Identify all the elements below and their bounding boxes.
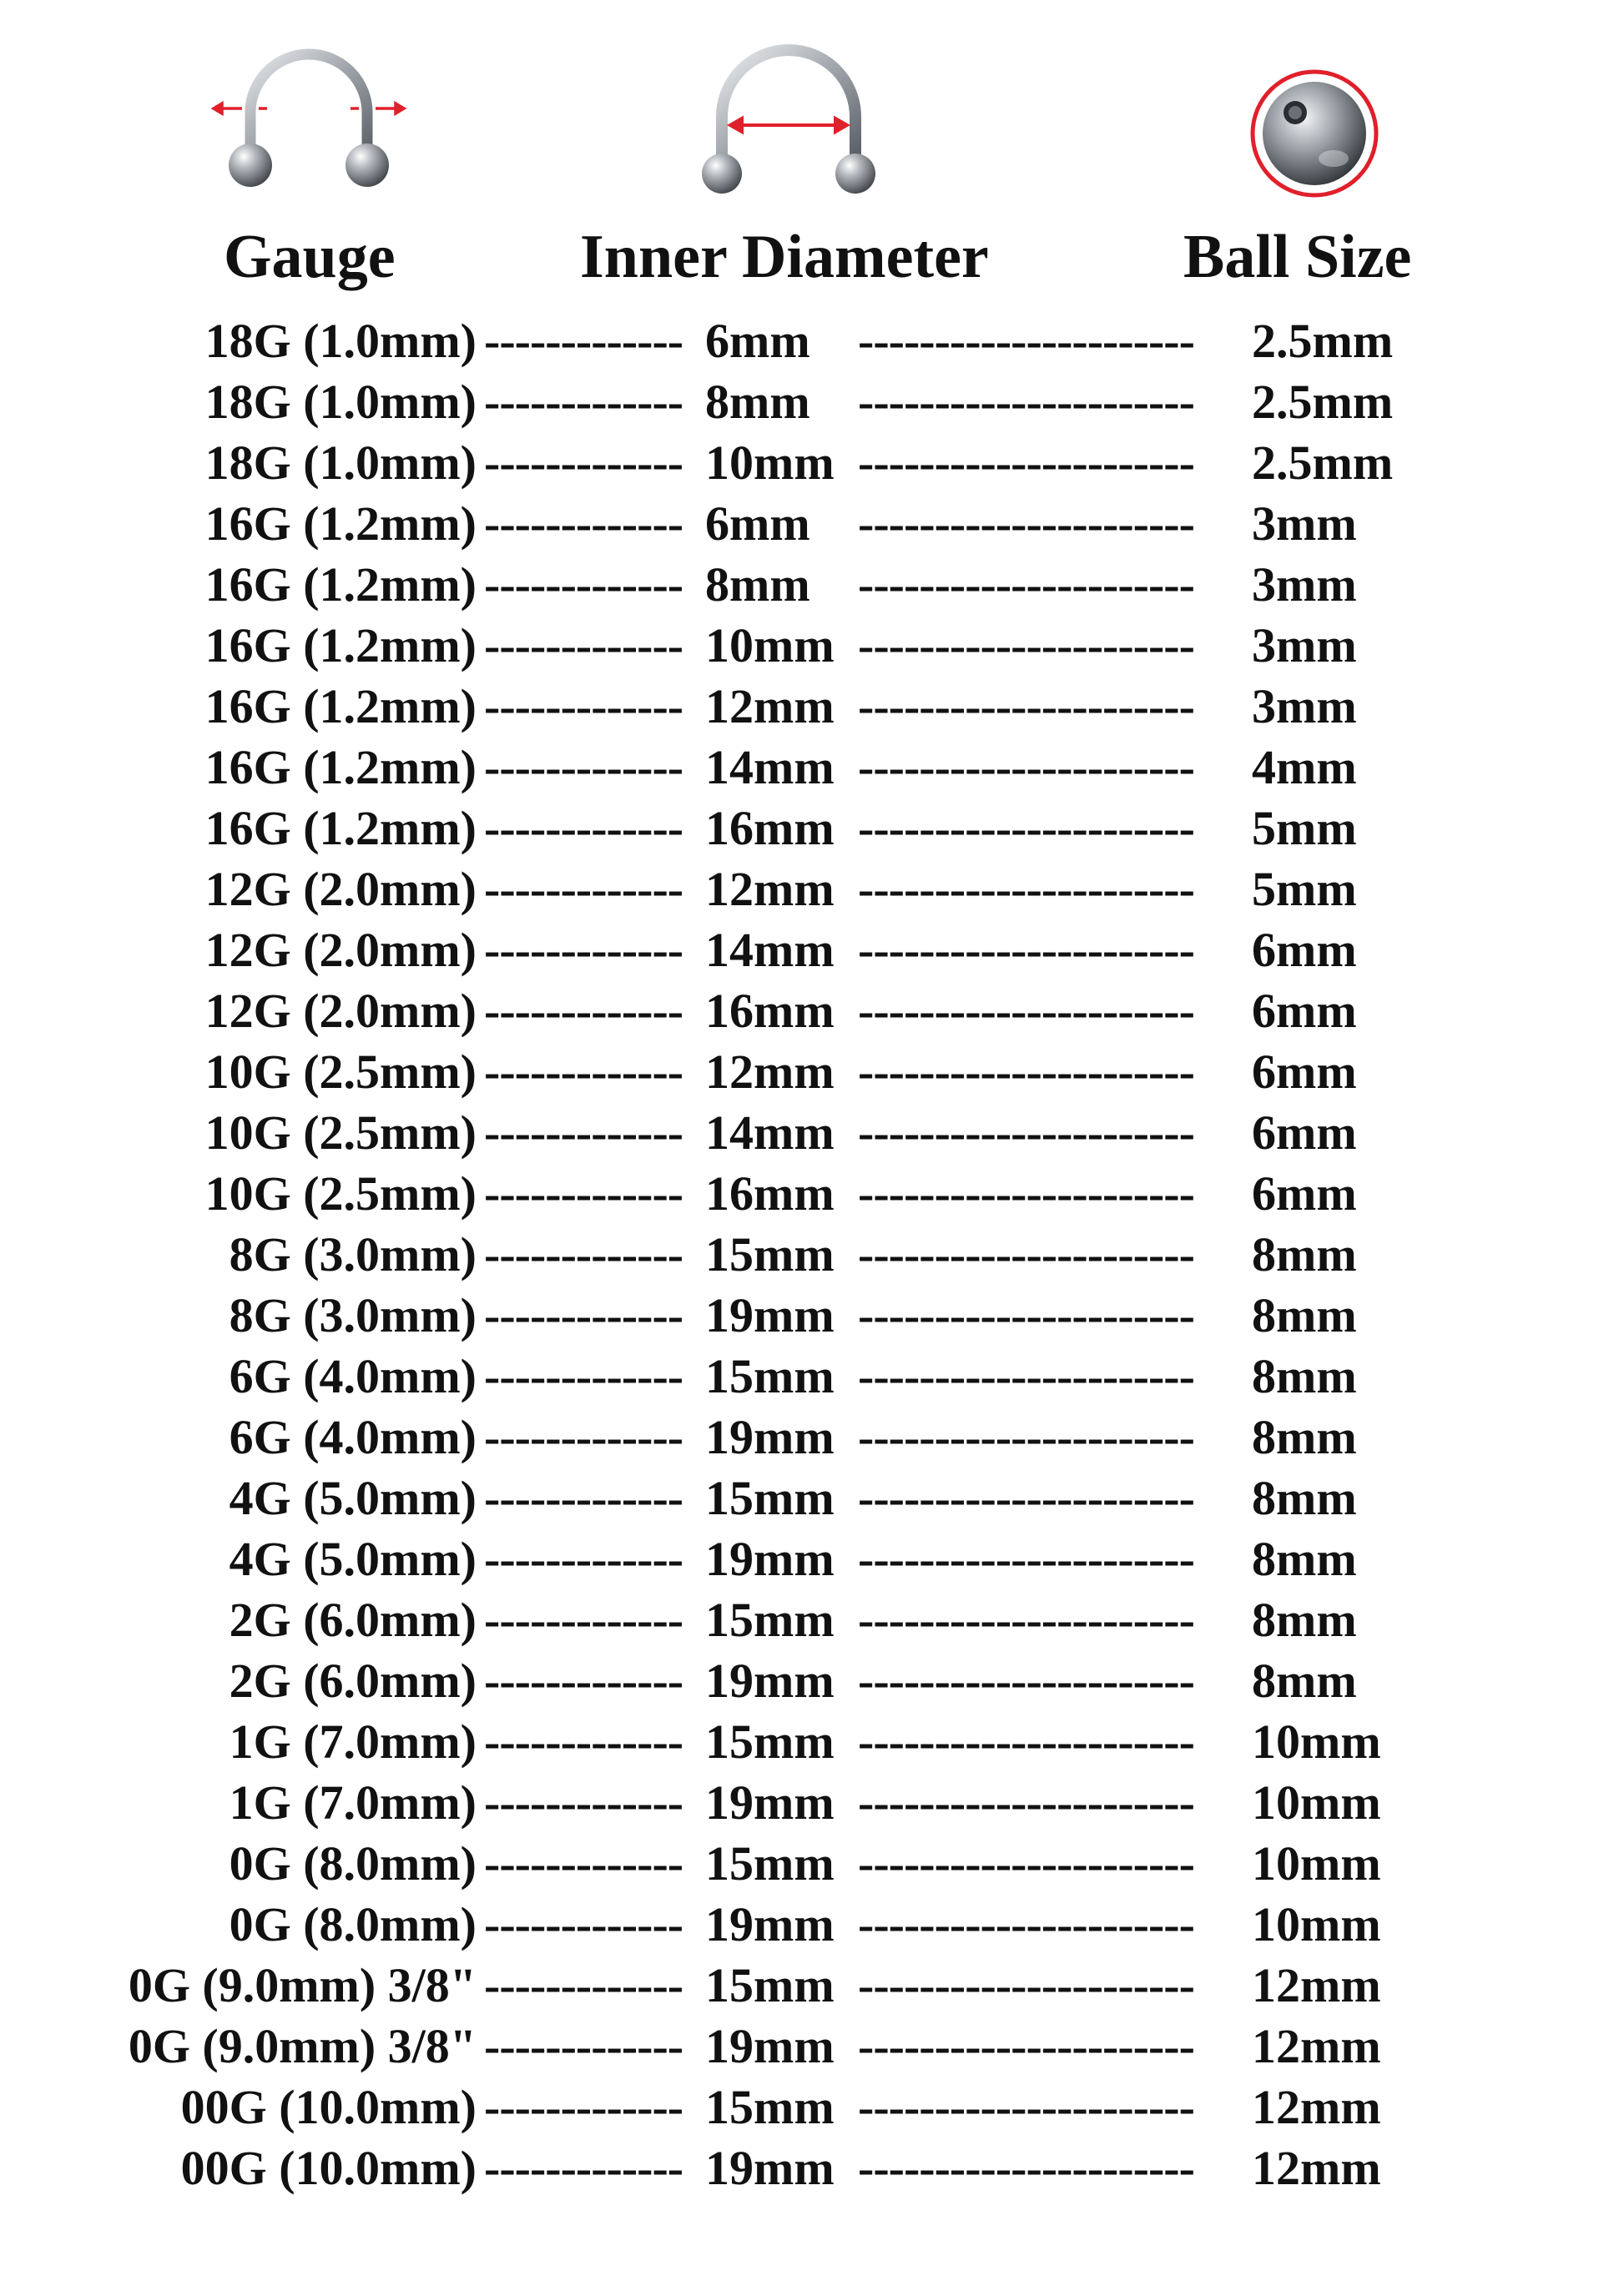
separator-dashes: ---------------------- (858, 1105, 1194, 1160)
ball-size-value: 8mm (1252, 1654, 1357, 1708)
gauge-value: 16G (1.2mm) (204, 679, 477, 733)
ball-size-value: 2.5mm (1252, 436, 1394, 490)
separator-dashes: ------------- (484, 375, 683, 429)
separator-dashes: ---------------------- (858, 1897, 1194, 1951)
ball-size-value: 12mm (1252, 2019, 1381, 2073)
gauge-value: 18G (1.0mm) (204, 436, 477, 490)
separator-dashes: ---------------------- (858, 923, 1194, 977)
ball-size-value: 2.5mm (1252, 375, 1394, 429)
separator-dashes: ------------- (484, 436, 683, 490)
inner-diameter-value: 19mm (705, 1288, 835, 1342)
separator-dashes: ---------------------- (858, 1836, 1194, 1891)
inner-diameter-value: 15mm (705, 1836, 835, 1891)
separator-dashes: ------------- (484, 1288, 683, 1342)
separator-dashes: ---------------------- (858, 1775, 1194, 1830)
separator-dashes: ------------- (484, 801, 683, 855)
horseshoe-ring-inner-diameter-arrow-icon (697, 33, 880, 200)
inner-diameter-value: 19mm (705, 1410, 835, 1464)
table-row (0, 1589, 1624, 1650)
table-row (0, 676, 1624, 737)
inner-diameter-value: 6mm (705, 314, 810, 368)
table-row (0, 554, 1624, 615)
ball-size-value: 10mm (1252, 1775, 1381, 1830)
gauge-value: 6G (4.0mm) (229, 1349, 477, 1403)
gauge-value: 00G (10.0mm) (180, 2080, 477, 2134)
inner-diameter-value: 19mm (705, 1897, 835, 1951)
inner-diameter-value: 14mm (705, 923, 835, 977)
separator-dashes: ------------- (484, 314, 683, 368)
ball-size-value: 8mm (1252, 1227, 1357, 1281)
ball-size-value: 6mm (1252, 923, 1357, 977)
gauge-value: 2G (6.0mm) (229, 1654, 477, 1708)
ball-size-value: 6mm (1252, 1045, 1357, 1099)
separator-dashes: ------------- (484, 2019, 683, 2073)
steel-ball-icon (1243, 67, 1385, 200)
separator-dashes: ---------------------- (858, 314, 1194, 368)
separator-dashes: ---------------------- (858, 557, 1194, 612)
inner-diameter-value: 19mm (705, 2019, 835, 2073)
inner-diameter-value: 16mm (705, 801, 835, 855)
table-row (0, 858, 1624, 919)
ball-size-value: 2.5mm (1252, 314, 1394, 368)
gauge-value: 8G (3.0mm) (229, 1288, 477, 1342)
inner-diameter-value: 15mm (705, 1593, 835, 1647)
separator-dashes: ---------------------- (858, 436, 1194, 490)
ball-size-value: 8mm (1252, 1593, 1357, 1647)
inner-diameter-value: 12mm (705, 679, 835, 733)
table-row (0, 1955, 1624, 2016)
ball-size-value: 3mm (1252, 618, 1357, 672)
separator-dashes: ------------- (484, 1105, 683, 1160)
gauge-value: 10G (2.5mm) (204, 1105, 477, 1160)
ball-size-header: Ball Size (1183, 223, 1412, 291)
ball-size-value: 8mm (1252, 1288, 1357, 1342)
separator-dashes: ------------- (484, 984, 683, 1038)
separator-dashes: ---------------------- (858, 679, 1194, 733)
gauge-value: 8G (3.0mm) (229, 1227, 477, 1281)
separator-dashes: ---------------------- (858, 1958, 1194, 2012)
separator-dashes: ------------- (484, 1836, 683, 1891)
table-row (0, 493, 1624, 554)
inner-diameter-value: 15mm (705, 1958, 835, 2012)
gauge-value: 2G (6.0mm) (229, 1593, 477, 1647)
separator-dashes: ------------- (484, 1897, 683, 1951)
ball-size-value: 4mm (1252, 740, 1357, 794)
ball-size-value: 3mm (1252, 496, 1357, 551)
horseshoe-ring-gauge-arrows-icon (209, 33, 409, 200)
ball-size-value: 12mm (1252, 1958, 1381, 2012)
ball-size-value: 3mm (1252, 557, 1357, 612)
separator-dashes: ---------------------- (858, 1654, 1194, 1708)
table-row (0, 1285, 1624, 1346)
table-row (0, 310, 1624, 371)
inner-diameter-value: 15mm (705, 1227, 835, 1281)
inner-diameter-value: 15mm (705, 1349, 835, 1403)
table-row (0, 1833, 1624, 1894)
separator-dashes: ------------- (484, 1654, 683, 1708)
separator-dashes: ---------------------- (858, 1714, 1194, 1769)
size-table (0, 310, 1624, 2198)
separator-dashes: ---------------------- (858, 375, 1194, 429)
gauge-value: 18G (1.0mm) (204, 314, 477, 368)
ball-size-value: 6mm (1252, 1105, 1357, 1160)
table-row (0, 1894, 1624, 1955)
separator-dashes: ------------- (484, 1775, 683, 1830)
gauge-value: 1G (7.0mm) (229, 1714, 477, 1769)
table-row (0, 1711, 1624, 1772)
separator-dashes: ---------------------- (858, 618, 1194, 672)
separator-dashes: ------------- (484, 1532, 683, 1586)
table-row (0, 1772, 1624, 1833)
separator-dashes: ------------- (484, 2141, 683, 2195)
inner-diameter-value: 10mm (705, 618, 835, 672)
separator-dashes: ------------- (484, 1349, 683, 1403)
gauge-header: Gauge (224, 223, 396, 291)
separator-dashes: ---------------------- (858, 1532, 1194, 1586)
ball-size-value: 8mm (1252, 1349, 1357, 1403)
gauge-value: 1G (7.0mm) (229, 1775, 477, 1830)
table-row (0, 2016, 1624, 2077)
inner-diameter-value: 10mm (705, 436, 835, 490)
gauge-value: 0G (8.0mm) (229, 1836, 477, 1891)
separator-dashes: ------------- (484, 740, 683, 794)
inner-diameter-value: 19mm (705, 1654, 835, 1708)
table-row (0, 2077, 1624, 2137)
ball-size-value: 10mm (1252, 1836, 1381, 1891)
table-row (0, 1346, 1624, 1407)
separator-dashes: ------------- (484, 679, 683, 733)
separator-dashes: ------------- (484, 923, 683, 977)
inner-diameter-value: 15mm (705, 1714, 835, 1769)
ball-size-value: 12mm (1252, 2141, 1381, 2195)
ball-size-value: 3mm (1252, 679, 1357, 733)
gauge-value: 16G (1.2mm) (204, 801, 477, 855)
separator-dashes: ---------------------- (858, 862, 1194, 916)
separator-dashes: ---------------------- (858, 1288, 1194, 1342)
separator-dashes: ---------------------- (858, 1410, 1194, 1464)
inner-diameter-value: 19mm (705, 1532, 835, 1586)
table-row (0, 2137, 1624, 2198)
separator-dashes: ------------- (484, 1958, 683, 2012)
table-row (0, 1468, 1624, 1528)
gauge-value: 12G (2.0mm) (204, 984, 477, 1038)
ball-size-value: 12mm (1252, 2080, 1381, 2134)
gauge-value: 0G (8.0mm) (229, 1897, 477, 1951)
separator-dashes: ------------- (484, 1471, 683, 1525)
separator-dashes: ---------------------- (858, 496, 1194, 551)
separator-dashes: ---------------------- (858, 2080, 1194, 2134)
separator-dashes: ------------- (484, 496, 683, 551)
inner-diameter-value: 12mm (705, 862, 835, 916)
inner-diameter-value: 15mm (705, 2080, 835, 2134)
inner-diameter-value: 14mm (705, 740, 835, 794)
gauge-value: 10G (2.5mm) (204, 1166, 477, 1221)
table-row (0, 615, 1624, 676)
separator-dashes: ---------------------- (858, 1045, 1194, 1099)
separator-dashes: ------------- (484, 1045, 683, 1099)
separator-dashes: ------------- (484, 1166, 683, 1221)
separator-dashes: ------------- (484, 1714, 683, 1769)
inner-diameter-value: 19mm (705, 2141, 835, 2195)
gauge-value: 16G (1.2mm) (204, 618, 477, 672)
table-row (0, 919, 1624, 980)
separator-dashes: ---------------------- (858, 1227, 1194, 1281)
table-row (0, 1407, 1624, 1468)
ball-size-value: 8mm (1252, 1471, 1357, 1525)
separator-dashes: ---------------------- (858, 2019, 1194, 2073)
table-row (0, 1102, 1624, 1163)
table-row (0, 980, 1624, 1041)
separator-dashes: ------------- (484, 2080, 683, 2134)
separator-dashes: ---------------------- (858, 1166, 1194, 1221)
separator-dashes: ------------- (484, 862, 683, 916)
gauge-value: 16G (1.2mm) (204, 557, 477, 612)
gauge-value: 18G (1.0mm) (204, 375, 477, 429)
gauge-value: 12G (2.0mm) (204, 862, 477, 916)
inner-diameter-value: 15mm (705, 1471, 835, 1525)
separator-dashes: ---------------------- (858, 2141, 1194, 2195)
gauge-value: 0G (9.0mm) 3/8" (128, 1958, 477, 2012)
gauge-value: 10G (2.5mm) (204, 1045, 477, 1099)
inner-diameter-value: 12mm (705, 1045, 835, 1099)
ball-size-value: 8mm (1252, 1410, 1357, 1464)
table-row (0, 432, 1624, 493)
inner-diameter-value: 19mm (705, 1775, 835, 1830)
table-row (0, 1163, 1624, 1224)
gauge-value: 4G (5.0mm) (229, 1471, 477, 1525)
separator-dashes: ---------------------- (858, 1471, 1194, 1525)
separator-dashes: ---------------------- (858, 801, 1194, 855)
separator-dashes: ---------------------- (858, 1593, 1194, 1647)
ball-size-value: 6mm (1252, 1166, 1357, 1221)
gauge-value: 16G (1.2mm) (204, 740, 477, 794)
ball-size-value: 6mm (1252, 984, 1357, 1038)
table-row (0, 737, 1624, 798)
inner-diameter-value: 8mm (705, 557, 810, 612)
inner-diameter-value: 8mm (705, 375, 810, 429)
separator-dashes: ------------- (484, 1410, 683, 1464)
gauge-value: 12G (2.0mm) (204, 923, 477, 977)
gauge-value: 4G (5.0mm) (229, 1532, 477, 1586)
inner-diameter-value: 16mm (705, 984, 835, 1038)
table-row (0, 371, 1624, 432)
inner-diameter-value: 16mm (705, 1166, 835, 1221)
gauge-value: 0G (9.0mm) 3/8" (128, 2019, 477, 2073)
table-row (0, 1528, 1624, 1589)
ball-size-value: 10mm (1252, 1714, 1381, 1769)
table-row (0, 1650, 1624, 1711)
gauge-value: 00G (10.0mm) (180, 2141, 477, 2195)
separator-dashes: ---------------------- (858, 984, 1194, 1038)
table-row (0, 798, 1624, 858)
gauge-value: 16G (1.2mm) (204, 496, 477, 551)
ball-size-value: 8mm (1252, 1532, 1357, 1586)
table-row (0, 1041, 1624, 1102)
inner-diameter-value: 6mm (705, 496, 810, 551)
separator-dashes: ------------- (484, 618, 683, 672)
separator-dashes: ---------------------- (858, 740, 1194, 794)
inner-diameter-value: 14mm (705, 1105, 835, 1160)
table-row (0, 1224, 1624, 1285)
separator-dashes: ---------------------- (858, 1349, 1194, 1403)
gauge-value: 6G (4.0mm) (229, 1410, 477, 1464)
ball-size-value: 10mm (1252, 1897, 1381, 1951)
separator-dashes: ------------- (484, 557, 683, 612)
ball-size-value: 5mm (1252, 801, 1357, 855)
ball-size-value: 5mm (1252, 862, 1357, 916)
inner-diameter-header: Inner Diameter (580, 223, 989, 291)
separator-dashes: ------------- (484, 1593, 683, 1647)
separator-dashes: ------------- (484, 1227, 683, 1281)
